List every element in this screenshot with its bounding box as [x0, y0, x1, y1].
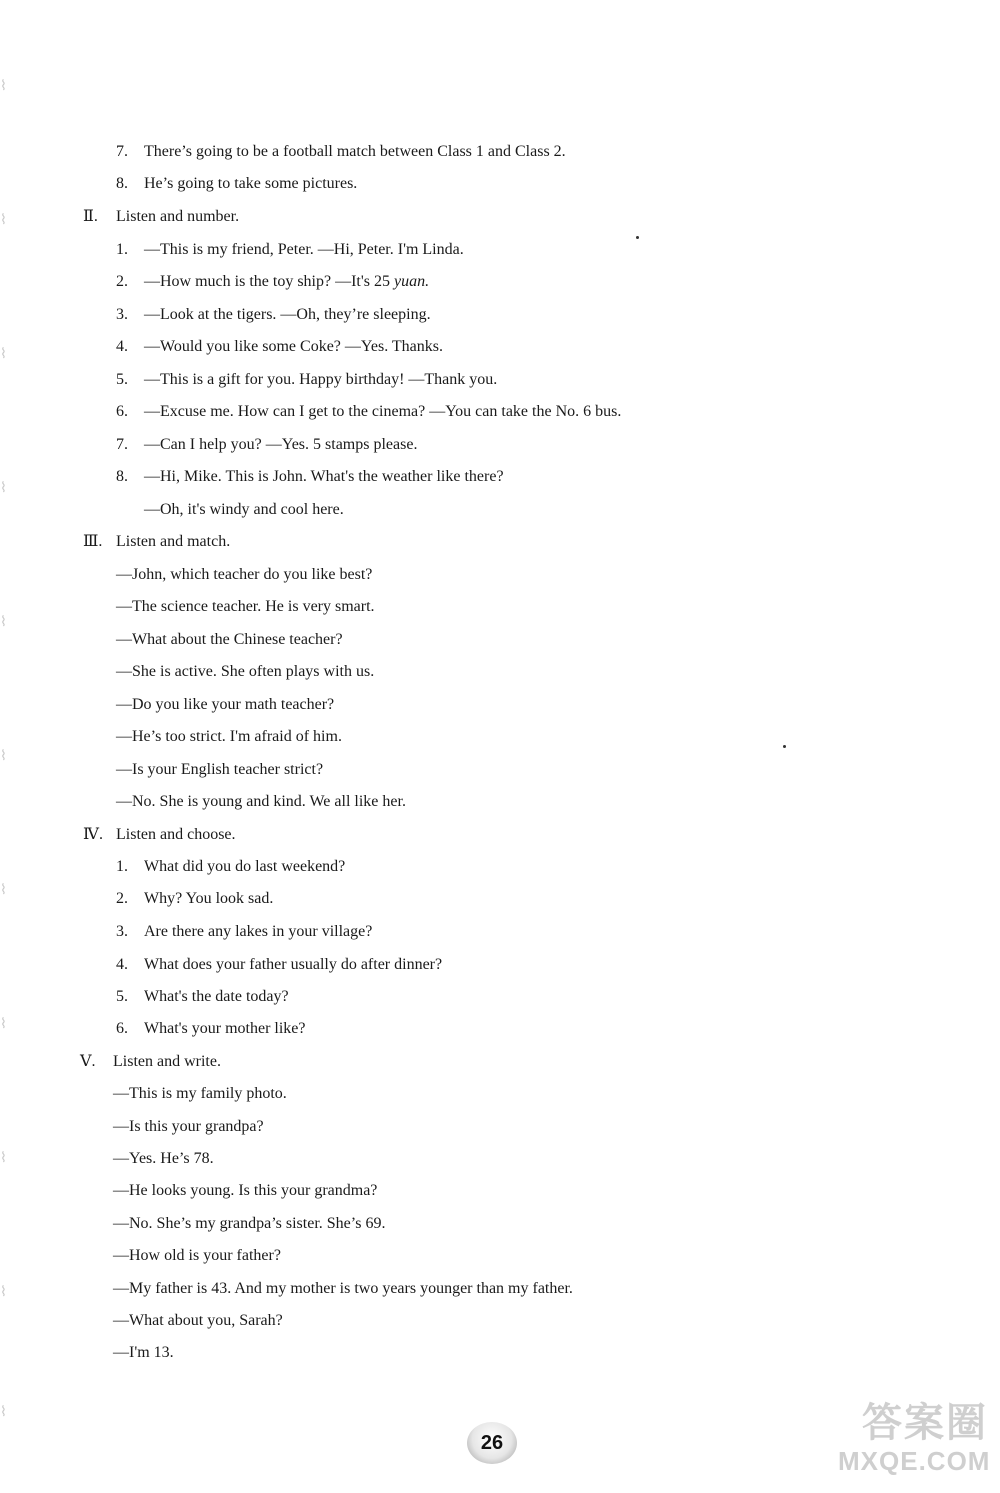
answer-line: [113, 1214, 385, 1234]
line-text: —This is my family photo.: [113, 1085, 287, 1102]
item-number: 6.: [116, 1020, 128, 1037]
section-heading: [83, 825, 236, 845]
item-number: 3.: [116, 923, 128, 940]
answer-line: [113, 1343, 174, 1363]
binding-mark-icon: ⌇: [0, 347, 7, 362]
answer-line: [113, 1117, 264, 1137]
line-text: What's your mother like?: [144, 1020, 306, 1037]
line-text: What's the date today?: [144, 988, 289, 1005]
line-text: —What about the Chinese teacher?: [116, 631, 343, 648]
section-title: Listen and match.: [116, 533, 231, 550]
section-number: Ⅳ.: [83, 826, 103, 843]
item-number: 7.: [116, 436, 128, 453]
line-text: Why? You look sad.: [144, 890, 274, 907]
item-number: 1.: [116, 858, 128, 875]
binding-mark-icon: ⌇: [0, 1017, 7, 1032]
line-text: —Would you like some Coke? —Yes. Thanks.: [144, 338, 443, 355]
answer-line: [116, 630, 343, 650]
item-number: 2.: [116, 890, 128, 907]
answer-line: [116, 467, 504, 487]
line-text: —No. She’s my grandpa’s sister. She’s 69.: [113, 1215, 386, 1232]
line-text: —Look at the tigers. —Oh, they’re sleeping.: [144, 306, 431, 323]
line-text: —What about you, Sarah?: [113, 1312, 283, 1329]
answer-line: [116, 695, 334, 715]
section-heading: [80, 1052, 221, 1072]
page-number: [467, 1422, 517, 1464]
answer-line: [116, 922, 372, 942]
item-number: 3.: [116, 306, 128, 323]
answer-line: [116, 402, 621, 422]
answer-line: [144, 500, 344, 520]
line-text: —Yes. He’s 78.: [113, 1150, 214, 1167]
section-title: Listen and choose.: [116, 826, 236, 843]
binding-mark-icon: ⌇: [0, 883, 7, 898]
binding-mark-icon: ⌇: [0, 213, 7, 228]
binding-mark-icon: ⌇: [0, 615, 7, 630]
line-text: —Oh, it's windy and cool here.: [144, 501, 344, 518]
answer-line: [116, 597, 375, 617]
line-text: —The science teacher. He is very smart.: [116, 598, 375, 615]
line-text: There’s going to be a football match between Class 1 and Class 2.: [144, 143, 566, 160]
answer-line: [113, 1084, 287, 1104]
answer-line: [116, 1019, 306, 1039]
line-text: —Do you like your math teacher?: [116, 696, 335, 713]
line-text: —This is a gift for you. Happy birthday! —Thank you.: [144, 371, 498, 388]
section-number: Ⅲ.: [83, 533, 103, 550]
item-number: 8.: [116, 175, 128, 192]
line-text: —Is this your grandpa?: [113, 1118, 264, 1135]
answer-line: [113, 1311, 283, 1331]
item-number: 8.: [116, 468, 128, 485]
line-text: —Excuse me. How can I get to the cinema? —You can take the No. 6 bus.: [144, 403, 622, 420]
answer-line: [116, 987, 289, 1007]
line-text: —Is your English teacher strict?: [116, 761, 324, 778]
line-text: —Can I help you? —Yes. 5 stamps please.: [144, 436, 418, 453]
section-number: Ⅴ.: [80, 1053, 96, 1070]
answer-line: [116, 727, 342, 747]
item-number: 7.: [116, 143, 128, 160]
answer-line: [116, 760, 323, 780]
item-number: 5.: [116, 371, 128, 388]
answer-line: [116, 662, 374, 682]
item-number: 5.: [116, 988, 128, 1005]
section-title: Listen and number.: [116, 208, 240, 225]
line-text: —He’s too strict. I'm afraid of him.: [116, 728, 342, 745]
answer-line: [116, 792, 406, 812]
line-text: Are there any lakes in your village?: [144, 923, 373, 940]
watermark: [838, 1400, 991, 1485]
item-number: 1.: [116, 241, 128, 258]
section-heading: [83, 207, 239, 227]
binding-mark-icon: ⌇: [0, 1285, 7, 1300]
answer-line: [113, 1149, 214, 1169]
binding-mark-icon: ⌇: [0, 1405, 7, 1420]
line-text: What did you do last weekend?: [144, 858, 346, 875]
answer-line: [116, 174, 357, 194]
section-heading: [83, 532, 230, 552]
answer-line: [116, 565, 372, 585]
answer-line: [116, 240, 464, 260]
answer-line: [116, 272, 429, 292]
speck: [636, 236, 639, 239]
answer-line: [116, 305, 431, 325]
section-number: Ⅱ.: [83, 208, 98, 225]
line-text: He’s going to take some pictures.: [144, 175, 358, 192]
watermark-site-text: MXQE.COM: [838, 1446, 991, 1476]
item-number: 4.: [116, 956, 128, 973]
line-text: —She is active. She often plays with us.: [116, 663, 375, 680]
binding-mark-icon: ⌇: [0, 1151, 7, 1166]
page-number-text: 26: [480, 1431, 504, 1454]
line-text: —He looks young. Is this your grandma?: [113, 1182, 378, 1199]
answer-line: [116, 337, 443, 357]
item-number: 6.: [116, 403, 128, 420]
answer-line: [116, 142, 566, 162]
line-text: —This is my friend, Peter. —Hi, Peter. I'm Linda.: [144, 241, 464, 258]
binding-mark-icon: ⌇: [0, 79, 7, 94]
answer-line: [113, 1181, 377, 1201]
binding-mark-icon: ⌇: [0, 749, 7, 764]
line-text: —Hi, Mike. This is John. What's the weather like there?: [144, 468, 504, 485]
watermark-logo-text: 答案圈: [862, 1401, 988, 1445]
line-text: —How old is your father?: [113, 1247, 281, 1264]
line-text: What does your father usually do after dinner?: [144, 956, 443, 973]
answer-line: [116, 955, 442, 975]
answer-line: [116, 889, 273, 909]
answer-line: [113, 1279, 573, 1299]
line-text: —How much is the toy ship? —It's 25: [144, 273, 390, 290]
line-text: —My father is 43. And my mother is two years younger than my father.: [113, 1280, 573, 1297]
line-text: —No. She is young and kind. We all like her.: [116, 793, 406, 810]
answer-line: [116, 370, 497, 390]
line-text: —John, which teacher do you like best?: [116, 566, 373, 583]
answer-line: [116, 435, 417, 455]
item-number: 2.: [116, 273, 128, 290]
speck: [783, 745, 786, 748]
item-number: 4.: [116, 338, 128, 355]
currency-word: yuan.: [393, 273, 430, 290]
answer-line: [116, 857, 345, 877]
binding-mark-icon: ⌇: [0, 481, 7, 496]
section-title: Listen and write.: [113, 1053, 221, 1070]
answer-line: [113, 1246, 281, 1266]
line-text: —I'm 13.: [113, 1344, 174, 1361]
